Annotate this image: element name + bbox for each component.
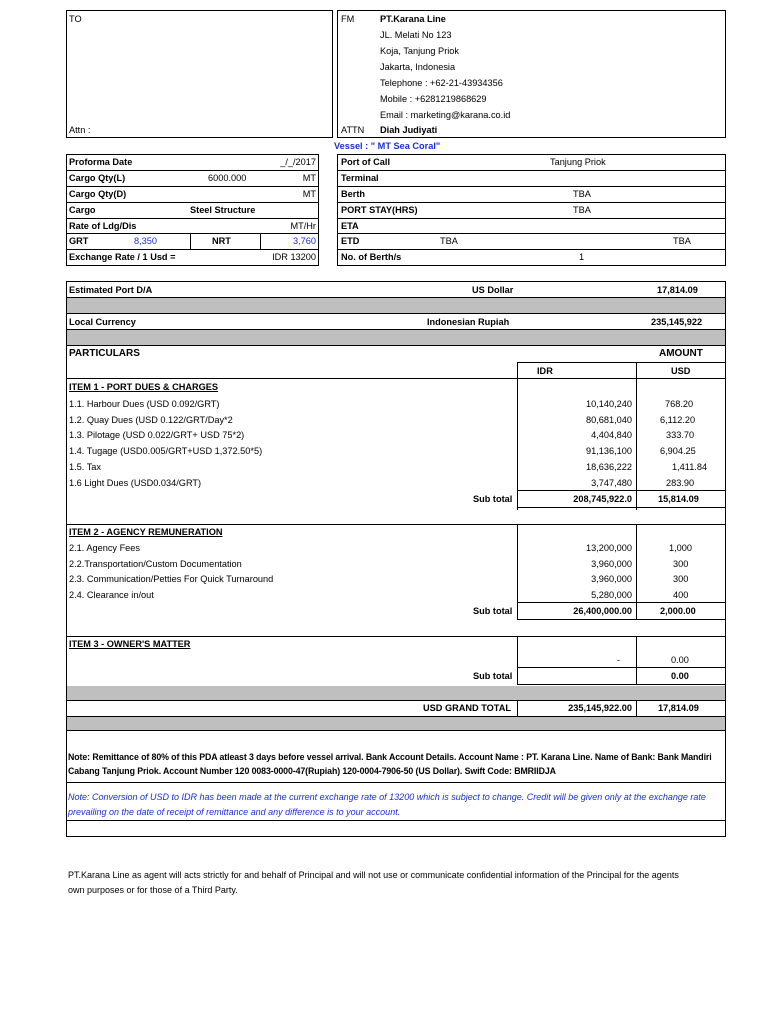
terminal-label: Terminal — [341, 173, 379, 183]
berth-value: TBA — [573, 189, 591, 199]
item1-subtotal-usd: 15,814.09 — [658, 494, 699, 504]
item2-desc-3: 2.3. Communication/Petties For Quick Turnaround — [69, 574, 274, 584]
item1-subtotal-label: Sub total — [473, 494, 513, 504]
proforma-date-label: Proforma Date — [69, 157, 133, 167]
estimated-value: 17,814.09 — [657, 285, 698, 295]
stay-value: TBA — [573, 205, 591, 215]
item1-usd-3: 333.70 — [666, 430, 695, 440]
item3-usd: 0.00 — [671, 655, 689, 665]
item2-usd-3: 300 — [673, 574, 689, 584]
amount-label: AMOUNT — [659, 348, 703, 359]
local-currency-name: Indonesian Rupiah — [427, 317, 510, 327]
estimated-label: Estimated Port D/A — [69, 285, 153, 295]
berth-label: Berth — [341, 189, 365, 199]
item1-usd-4: 6,904.25 — [660, 446, 696, 456]
item1-desc-2: 1.2. Quay Dues (USD 0.122/GRT/Day*2 — [69, 415, 233, 425]
item2-desc-4: 2.4. Clearance in/out — [69, 590, 154, 600]
item2-desc-2: 2.2.Transportation/Custom Documentation — [69, 559, 242, 569]
eta-label: ETA — [341, 221, 359, 231]
particulars-label: PARTICULARS — [69, 348, 140, 359]
grt-value: 8,350 — [134, 236, 157, 246]
item1-usd-2: 6,112.20 — [660, 415, 696, 425]
local-currency-label: Local Currency — [69, 317, 136, 327]
fm-attn-label: ATTN — [341, 125, 365, 135]
fm-mobile: Mobile : +6281219868629 — [380, 94, 487, 104]
fm-email: Email : marketing@karana.co.id — [380, 110, 511, 120]
item1-desc-3: 1.3. Pilotage (USD 0.022/GRT+ USD 75*2) — [69, 430, 245, 440]
usd-header: USD — [671, 366, 691, 376]
footer-disclaimer: PT.Karana Line as agent will acts strictly for and behalf of Principal and will not use or communicate confidential information of the Principal for the agents own purposes or for those of a Third Party. — [68, 870, 679, 895]
idr-header: IDR — [537, 366, 553, 376]
item2-subtotal-usd: 2,000.00 — [660, 606, 696, 616]
item1-usd-6: 283.90 — [666, 478, 695, 488]
exchange-label: Exchange Rate / 1 Usd = — [69, 252, 176, 262]
cargo-l-value: 6000.000 — [208, 173, 247, 183]
item1-idr-5: 18,636,222 — [586, 462, 632, 472]
port-label: Port of Call — [341, 157, 391, 167]
item1-idr-2: 80,681,040 — [586, 415, 632, 425]
item3-title: ITEM 3 - OWNER'S MATTER — [69, 639, 191, 649]
berths-value: 1 — [579, 252, 585, 262]
item2-usd-1: 1,000 — [669, 543, 692, 553]
nrt-value: 3,760 — [293, 236, 316, 246]
conversion-note: Note: Conversion of USD to IDR has been made at the current exchange rate of 13200 which is subject to change. Credit will be given only at the exchange rate prevailing on the date of receipt of remittance and any difference is to your account. — [68, 792, 706, 817]
to-attn-label: Attn : — [69, 125, 91, 135]
rate-unit: MT/Hr — [290, 221, 316, 231]
local-currency-value: 235,145,922 — [651, 317, 703, 327]
item2-desc-1: 2.1. Agency Fees — [69, 543, 140, 553]
etd-value-2: TBA — [673, 236, 691, 246]
item2-idr-4: 5,280,000 — [591, 590, 632, 600]
item1-desc-4: 1.4. Tugage (USD0.005/GRT+USD 1,372.50*5) — [69, 446, 263, 456]
exchange-value: IDR 13200 — [272, 252, 316, 262]
item2-subtotal-idr: 26,400,000.00 — [573, 606, 632, 616]
fm-address-3: Jakarta, Indonesia — [380, 62, 456, 72]
item1-idr-1: 10,140,240 — [586, 399, 632, 409]
grt-label: GRT — [69, 236, 89, 246]
etd-value-1: TBA — [440, 236, 458, 246]
item1-desc-6: 1.6 Light Dues (USD0.034/GRT) — [69, 478, 202, 488]
cargo-d-unit: MT — [302, 189, 316, 199]
item2-subtotal-label: Sub total — [473, 606, 513, 616]
item1-title: ITEM 1 - PORT DUES & CHARGES — [69, 382, 219, 392]
to-label: TO — [69, 14, 82, 24]
item1-idr-3: 4,404,840 — [591, 430, 632, 440]
rate-label: Rate of Ldg/Dis — [69, 221, 137, 231]
item1-subtotal-idr: 208,745,922.0 — [573, 494, 632, 504]
item1-desc-5: 1.5. Tax — [69, 462, 102, 472]
item3-subtotal-label: Sub total — [473, 671, 513, 681]
vessel-name: Vessel : " MT Sea Coral" — [334, 141, 441, 151]
remittance-note: Note: Remittance of 80% of this PDA atleast 3 days before vessel arrival. Bank Account Details. Account Name : PT. Karana Line. Name of Bank: Bank Mandiri Cabang Tanjung Priok. Account Number 120 0083-0000-47(Rupiah) 120-0004-7906-50 (US Dollar). Swift Code: BMRIIDJA — [68, 752, 712, 776]
nrt-label: NRT — [212, 236, 231, 246]
fm-attn-name: Diah Judiyati — [380, 125, 438, 135]
berths-label: No. of Berth/s — [341, 252, 402, 262]
item2-usd-4: 400 — [673, 590, 689, 600]
fm-address-2: Koja, Tanjung Priok — [380, 46, 459, 56]
item1-idr-6: 3,747,480 — [591, 478, 632, 488]
cargo-value: Steel Structure — [190, 205, 256, 215]
cargo-d-label: Cargo Qty(D) — [69, 189, 127, 199]
item1-usd-1: 768.20 — [665, 399, 694, 409]
to-box — [66, 10, 333, 138]
proforma-date-value: _/_/2017 — [280, 157, 316, 167]
stay-label: PORT STAY(HRS) — [341, 205, 418, 215]
item1-usd-5: 1,411.84 — [672, 462, 708, 472]
port-value: Tanjung Priok — [550, 157, 606, 167]
fm-label: FM — [341, 14, 355, 24]
etd-label: ETD — [341, 236, 360, 246]
cargo-label: Cargo — [69, 205, 96, 215]
grand-total-label: USD GRAND TOTAL — [423, 703, 511, 713]
grand-total-usd: 17,814.09 — [658, 703, 699, 713]
item3-idr: - — [617, 655, 621, 665]
fm-company: PT.Karana Line — [380, 14, 446, 24]
cargo-l-label: Cargo Qty(L) — [69, 173, 126, 183]
item1-desc-1: 1.1. Harbour Dues (USD 0.092/GRT) — [69, 399, 220, 409]
fm-telephone: Telephone : +62-21-43934356 — [380, 78, 503, 88]
item2-title: ITEM 2 - AGENCY REMUNERATION — [69, 527, 223, 537]
fm-address-1: JL. Melati No 123 — [380, 30, 452, 40]
item2-idr-2: 3,960,000 — [591, 559, 632, 569]
cargo-l-unit: MT — [302, 173, 316, 183]
item2-idr-3: 3,960,000 — [591, 574, 632, 584]
grand-total-idr: 235,145,922.00 — [568, 703, 632, 713]
item2-usd-2: 300 — [673, 559, 689, 569]
item3-subtotal-usd: 0.00 — [671, 671, 689, 681]
item1-idr-4: 91,136,100 — [586, 446, 632, 456]
estimated-currency: US Dollar — [472, 285, 514, 295]
item2-idr-1: 13,200,000 — [586, 543, 632, 553]
